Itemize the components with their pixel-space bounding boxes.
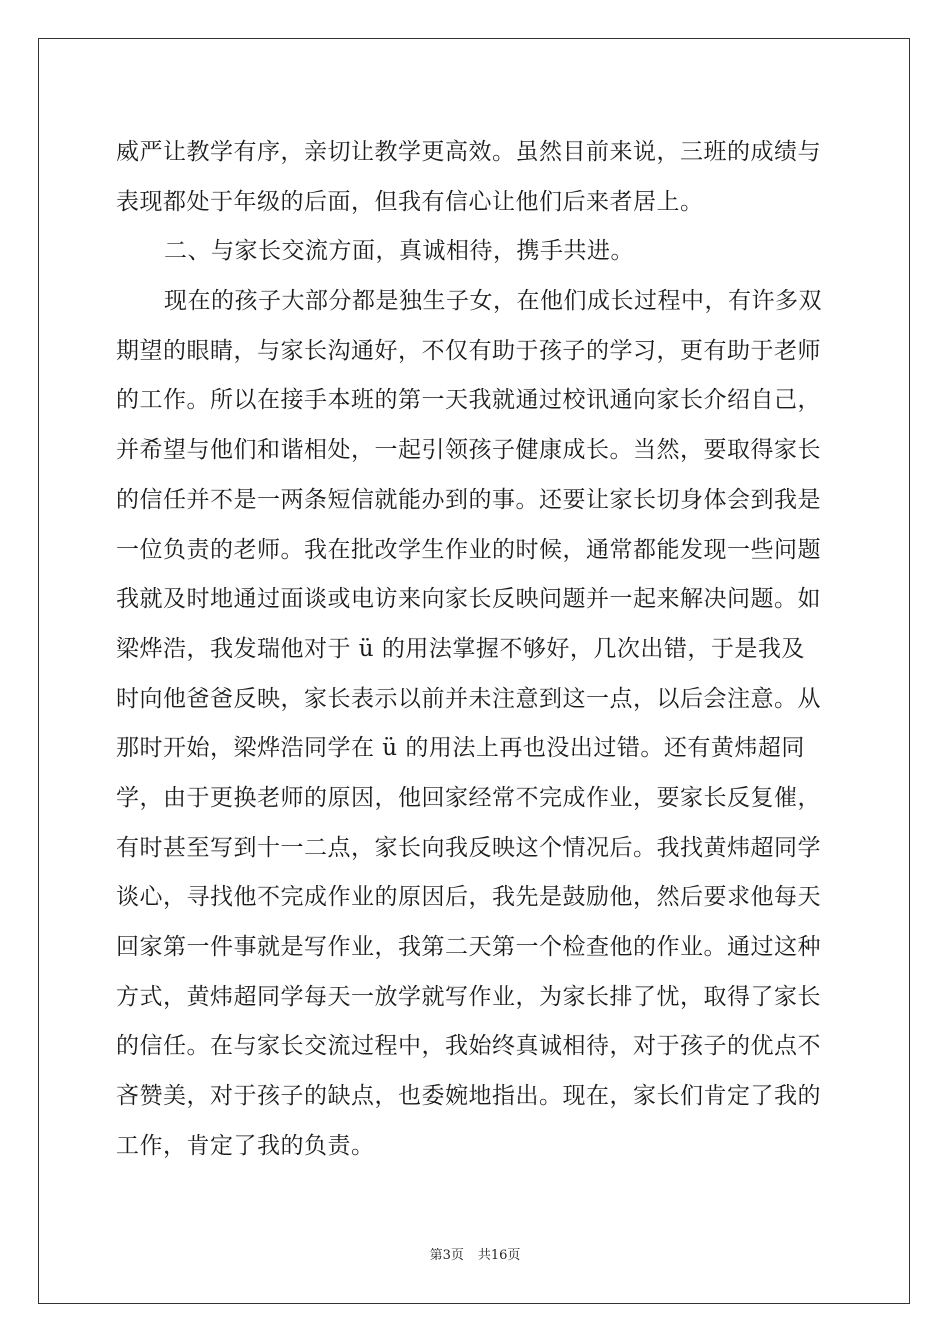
document-body: [116, 128, 836, 1171]
text-line: 方式，黄炜超同学每天一放学就写作业，为家长排了忧，取得了家长: [116, 983, 821, 1010]
text-line: 梁烨浩，我发瑞他对于 ü 的用法掌握不够好，几次出错，于是我及: [116, 635, 805, 662]
text-line: 学，由于更换老师的原因，他回家经常不完成作业，要家长反复催，: [116, 784, 821, 811]
text-line: 的信任。在与家长交流过程中，我始终真诚相待，对于孩子的优点不: [116, 1033, 821, 1060]
text-line: 吝赞美，对于孩子的缺点，也委婉地指出。现在，家长们肯定了我的: [116, 1083, 821, 1110]
text-line: 那时开始，梁烨浩同学在 ü 的用法上再也没出过错。还有黄炜超同: [116, 735, 805, 762]
text-line: 谈心，寻找他不完成作业的原因后，我先是鼓励他，然后要求他每天: [116, 884, 821, 911]
page-total: 共16页: [477, 1248, 521, 1263]
text-line: 回家第一件事就是写作业，我第二天第一个检查他的作业。通过这种: [116, 934, 821, 960]
text-line: 有时甚至写到十一二点，家长向我反映这个情况后。我找黄炜超同学: [116, 834, 821, 861]
text-line: 工作，肯定了我的负责。: [116, 1132, 375, 1159]
text-line: 一位负责的老师。我在批改学生作业的时候，通常都能发现一些问题: [116, 536, 821, 563]
text-line: 我就及时地通过面谈或电访来向家长反映问题并一起来解决问题。如: [116, 586, 821, 613]
page-footer: [0, 1244, 950, 1263]
text-line: 威严让教学有序，亲切让教学更高效。虽然目前来说，三班的成绩与: [116, 139, 821, 165]
text-line: 时向他爸爸反映，家长表示以前并未注意到这一点，以后会注意。从: [116, 685, 821, 712]
text-line: 并希望与他们和谐相处，一起引领孩子健康成长。当然，要取得家长: [116, 437, 821, 464]
page-number: 第3页: [429, 1248, 464, 1263]
text-line: 二、与家长交流方面，真诚相待，携手共进。: [164, 238, 634, 265]
text-line: 现在的孩子大部分都是独生子女，在他们成长过程中，有许多双: [164, 288, 822, 315]
text-line: 表现都处于年级的后面，但我有信心让他们后来者居上。: [116, 188, 704, 215]
text-line: 的工作。所以在接手本班的第一天我就通过校讯通向家长介绍自己，: [116, 387, 821, 414]
text-line: 期望的眼睛，与家长沟通好，不仅有助于孩子的学习，更有助于老师: [116, 337, 821, 364]
text-line: 的信任并不是一两条短信就能办到的事。还要让家长切身体会到我是: [116, 486, 821, 513]
